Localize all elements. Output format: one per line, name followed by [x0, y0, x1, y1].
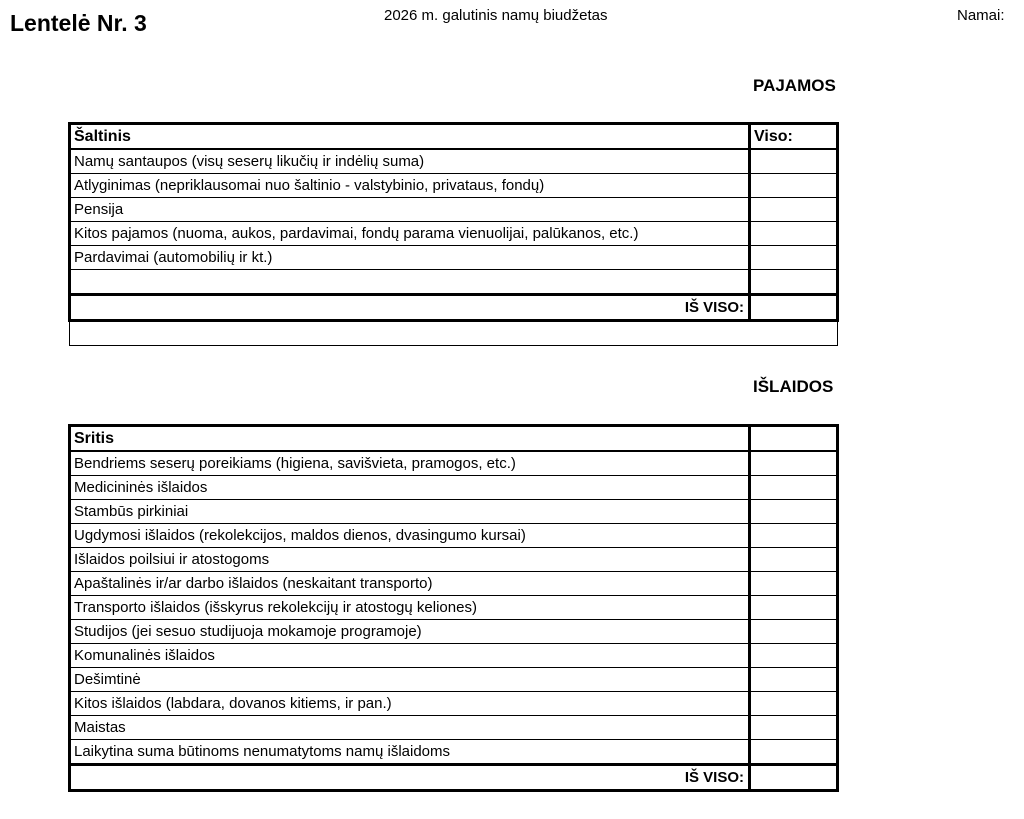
expense-row-label: Medicininės išlaidos [70, 476, 750, 500]
expense-row-value-cell[interactable] [750, 524, 838, 548]
expense-total-value-cell[interactable] [750, 765, 838, 791]
expense-total-label: IŠ VISO: [70, 765, 750, 791]
expense-row [70, 476, 838, 500]
expenses-table [68, 424, 839, 792]
income-section-title: PAJAMOS [753, 76, 836, 95]
expense-row-value-cell[interactable] [750, 476, 838, 500]
income-row-label: Namų santaupos (visų seserų likučių ir indėlių suma) [70, 149, 750, 174]
income-row-label [70, 270, 750, 295]
expense-row [70, 524, 838, 548]
namai-label: Namai: [957, 7, 1005, 24]
expenses-col-total [750, 426, 838, 452]
expenses-header-row [70, 426, 838, 452]
income-row-value-cell[interactable] [750, 174, 838, 198]
expense-row-label: Išlaidos poilsiui ir atostogoms [70, 548, 750, 572]
expense-row-value-cell[interactable] [750, 668, 838, 692]
income-row [70, 149, 838, 174]
income-row [70, 270, 838, 295]
income-header-row [70, 124, 838, 150]
expense-row-label: Transporto išlaidos (išskyrus rekolekcijų ir atostogų keliones) [70, 596, 750, 620]
expense-row-label: Komunalinės išlaidos [70, 644, 750, 668]
income-row-label: Atlyginimas (nepriklausomai nuo šaltinio - valstybinio, privataus, fondų) [70, 174, 750, 198]
expense-row-value-cell[interactable] [750, 548, 838, 572]
expense-row-value-cell[interactable] [750, 740, 838, 765]
income-row-label: Pensija [70, 198, 750, 222]
expense-row-value-cell[interactable] [750, 451, 838, 476]
income-blank-cell[interactable] [70, 321, 838, 346]
page-title: Lentelė Nr. 3 [10, 10, 147, 36]
expense-row-label: Laikytina suma būtinoms nenumatytoms namų išlaidoms [70, 740, 750, 765]
income-row [70, 198, 838, 222]
expense-row-label: Kitos išlaidos (labdara, dovanos kitiems, ir pan.) [70, 692, 750, 716]
income-row-label: Kitos pajamos (nuoma, aukos, pardavimai, fondų parama vienuolijai, palūkanos, etc.) [70, 222, 750, 246]
expenses-section-title: IŠLAIDOS [753, 377, 834, 396]
expense-row [70, 596, 838, 620]
expense-row-label: Stambūs pirkiniai [70, 500, 750, 524]
expense-row [70, 716, 838, 740]
expense-row-value-cell[interactable] [750, 572, 838, 596]
expenses-col-area: Sritis [70, 426, 750, 452]
expense-row [70, 740, 838, 765]
expense-row [70, 548, 838, 572]
expense-row [70, 451, 838, 476]
expense-row [70, 692, 838, 716]
income-col-source: Šaltinis [70, 124, 750, 150]
income-row-label: Pardavimai (automobilių ir kt.) [70, 246, 750, 270]
expense-row-label: Bendriems seserų poreikiams (higiena, savišvieta, pramogos, etc.) [70, 451, 750, 476]
expense-row [70, 668, 838, 692]
expense-row-value-cell[interactable] [750, 716, 838, 740]
budget-subtitle: 2026 m. galutinis namų biudžetas [384, 7, 608, 24]
income-total-value-cell[interactable] [750, 295, 838, 321]
expense-total-row [70, 765, 838, 791]
expense-row-label: Studijos (jei sesuo studijuoja mokamoje programoje) [70, 620, 750, 644]
expense-row-label: Dešimtinė [70, 668, 750, 692]
expense-row-label: Maistas [70, 716, 750, 740]
expense-row [70, 572, 838, 596]
expense-row-label: Apaštalinės ir/ar darbo išlaidos (neskaitant transporto) [70, 572, 750, 596]
income-row [70, 222, 838, 246]
expense-row [70, 500, 838, 524]
expense-row-value-cell[interactable] [750, 620, 838, 644]
income-row-value-cell[interactable] [750, 222, 838, 246]
income-row-value-cell[interactable] [750, 270, 838, 295]
expense-row-value-cell[interactable] [750, 644, 838, 668]
income-table [68, 122, 839, 346]
income-row-value-cell[interactable] [750, 198, 838, 222]
expense-row-value-cell[interactable] [750, 692, 838, 716]
expense-row [70, 620, 838, 644]
income-col-total: Viso: [750, 124, 838, 150]
income-row-value-cell[interactable] [750, 149, 838, 174]
income-row [70, 246, 838, 270]
expense-row-label: Ugdymosi išlaidos (rekolekcijos, maldos dienos, dvasingumo kursai) [70, 524, 750, 548]
expense-row [70, 644, 838, 668]
expense-row-value-cell[interactable] [750, 596, 838, 620]
expense-row-value-cell[interactable] [750, 500, 838, 524]
income-blank-row [70, 321, 838, 346]
income-total-row [70, 295, 838, 321]
income-total-label: IŠ VISO: [70, 295, 750, 321]
income-row-value-cell[interactable] [750, 246, 838, 270]
income-row [70, 174, 838, 198]
